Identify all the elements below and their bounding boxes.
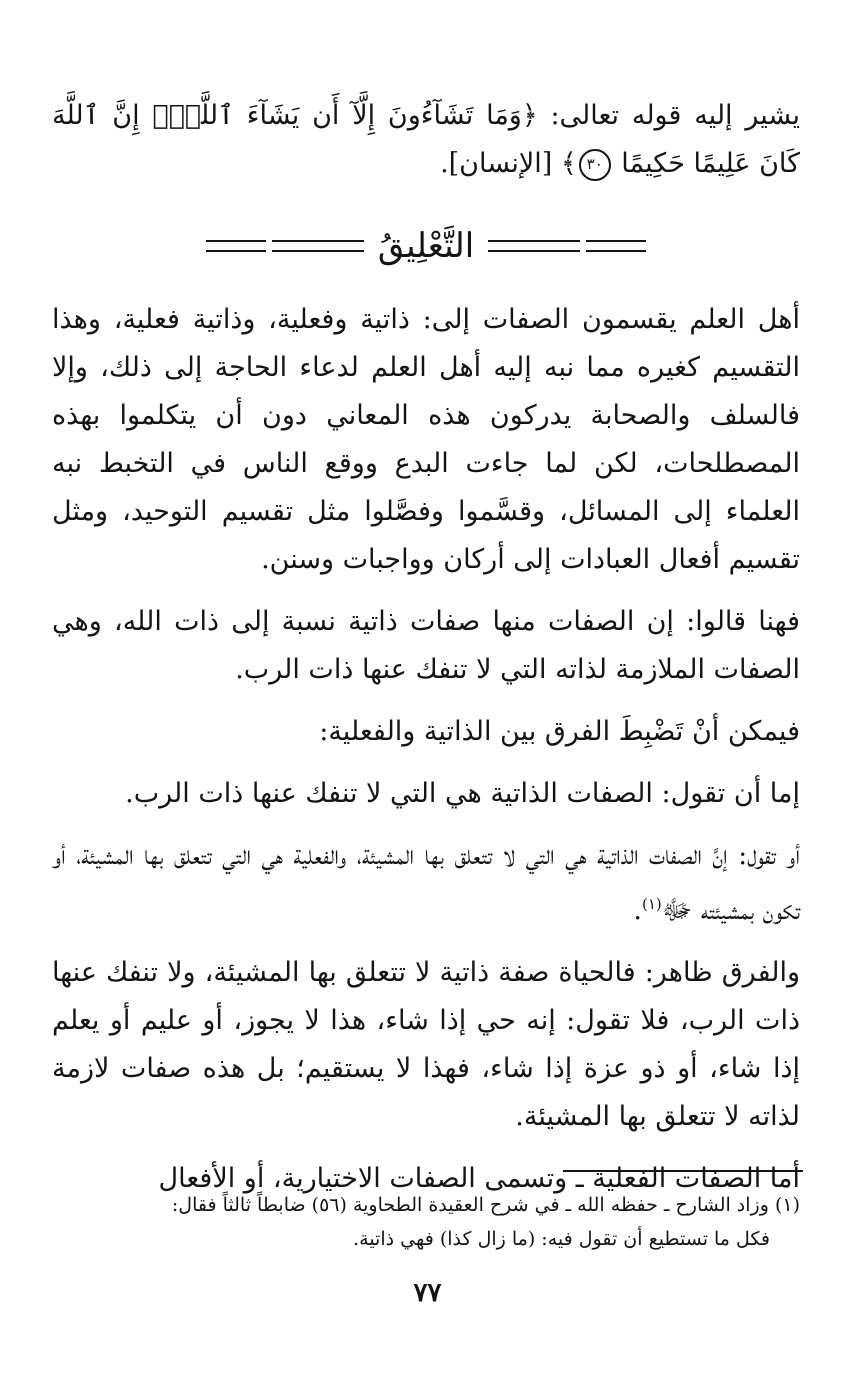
paragraph-1: أهل العلم يقسمون الصفات إلى: ذاتية وفعلية، وذاتية فعلية، وهذا التقسيم كغيره مما نبه إليه أهل العلم لدعاء الحاجة إلى ذلك، وإلا فالسلف والصحابة يدركون هذه المعاني دون أن يتكلموا بهذه المصطلحات، لكن لما جاءت البدع ووقع الناس في التخبط نبه العلماء إلى المسائل، وقسَّموا وفصَّلوا مثل تقسيم التوحيد، ومثل تقسيم أفعال العبادات إلى أركان وواجبات وسنن. bbox=[52, 304, 800, 575]
paragraph-4: إما أن تقول: الصفات الذاتية هي التي لا تنفك عنها ذات الرب. bbox=[125, 778, 800, 809]
section-title: التَّعْلِيقُ bbox=[377, 226, 475, 266]
quran-verse: وَمَا تَشَآءُونَ إِلَّآ أَن يَشَآءَ ٱللَّهُۚ إِنَّ ٱللَّهَ كَانَ عَلِيمًا حَكِيمًا bbox=[52, 100, 800, 179]
heading-ornament-left bbox=[206, 240, 266, 252]
footnote-line-2: فكل ما تستطيع أن تقول فيه: (ما زال كذا) فهي ذاتية. bbox=[353, 1228, 770, 1250]
page-number: ٧٧ bbox=[413, 1278, 442, 1308]
paragraph-3: فيمكن أنْ تَضْبِطَ الفرق بين الذاتية والفعلية: bbox=[319, 716, 800, 747]
footnote-line-1: (١) وزاد الشارح ـ حفظه الله ـ في شرح العقيدة الطحاوية (٥٦) ضابطاً ثالثاً فقال: bbox=[171, 1194, 800, 1216]
footnote-separator bbox=[563, 1170, 803, 1172]
paragraph-2: فهنا قالوا: إن الصفات منها صفات ذاتية نسبة إلى ذات الله، وهي الصفات الملازمة لذاته التي لا تنفك عنها ذات الرب. bbox=[52, 606, 800, 685]
footnote-reference: (١) bbox=[641, 895, 662, 913]
paragraph-5-text: أو تقول: إنَّ الصفات الذاتية هي التي لا تتعلق بها المشيئة، والفعلية هي التي تتعلق بها المشيئة، أو تكون بمشيئته ﷻ bbox=[52, 840, 800, 926]
paragraph-5-end: . bbox=[633, 895, 642, 926]
intro-paragraph bbox=[52, 92, 800, 188]
quran-open-bracket: ﴿ bbox=[521, 100, 538, 131]
page-body bbox=[52, 92, 800, 1217]
ayah-number-icon: ٣٠ bbox=[579, 149, 611, 181]
footnote bbox=[52, 1188, 800, 1256]
paragraph-5 bbox=[52, 832, 800, 935]
paragraph-6: والفرق ظاهر: فالحياة صفة ذاتية لا تتعلق بها المشيئة، ولا تنفك عنها ذات الرب، فلا تقول: إنه حي إذا شاء، هذا لا يجوز، أو عليم أو يعلم إذا شاء، أو ذو عزة إذا شاء، فهذا لا يستقيم؛ بل هذه صفات لازمة لذاته لا تتعلق بها المشيئة. bbox=[52, 957, 800, 1132]
heading-rule-right bbox=[488, 240, 580, 252]
surah-reference: [الإنسان]. bbox=[440, 148, 553, 179]
heading-rule-left bbox=[272, 240, 364, 252]
paragraph-7: أما الصفات الفعلية ـ وتسمى الصفات الاختيارية، أو الأفعال bbox=[158, 1163, 800, 1194]
intro-lead: يشير إليه قوله تعالى: bbox=[550, 100, 800, 131]
section-heading bbox=[52, 216, 800, 276]
heading-ornament-right bbox=[586, 240, 646, 252]
quran-close-bracket: ﴾ bbox=[560, 148, 577, 179]
